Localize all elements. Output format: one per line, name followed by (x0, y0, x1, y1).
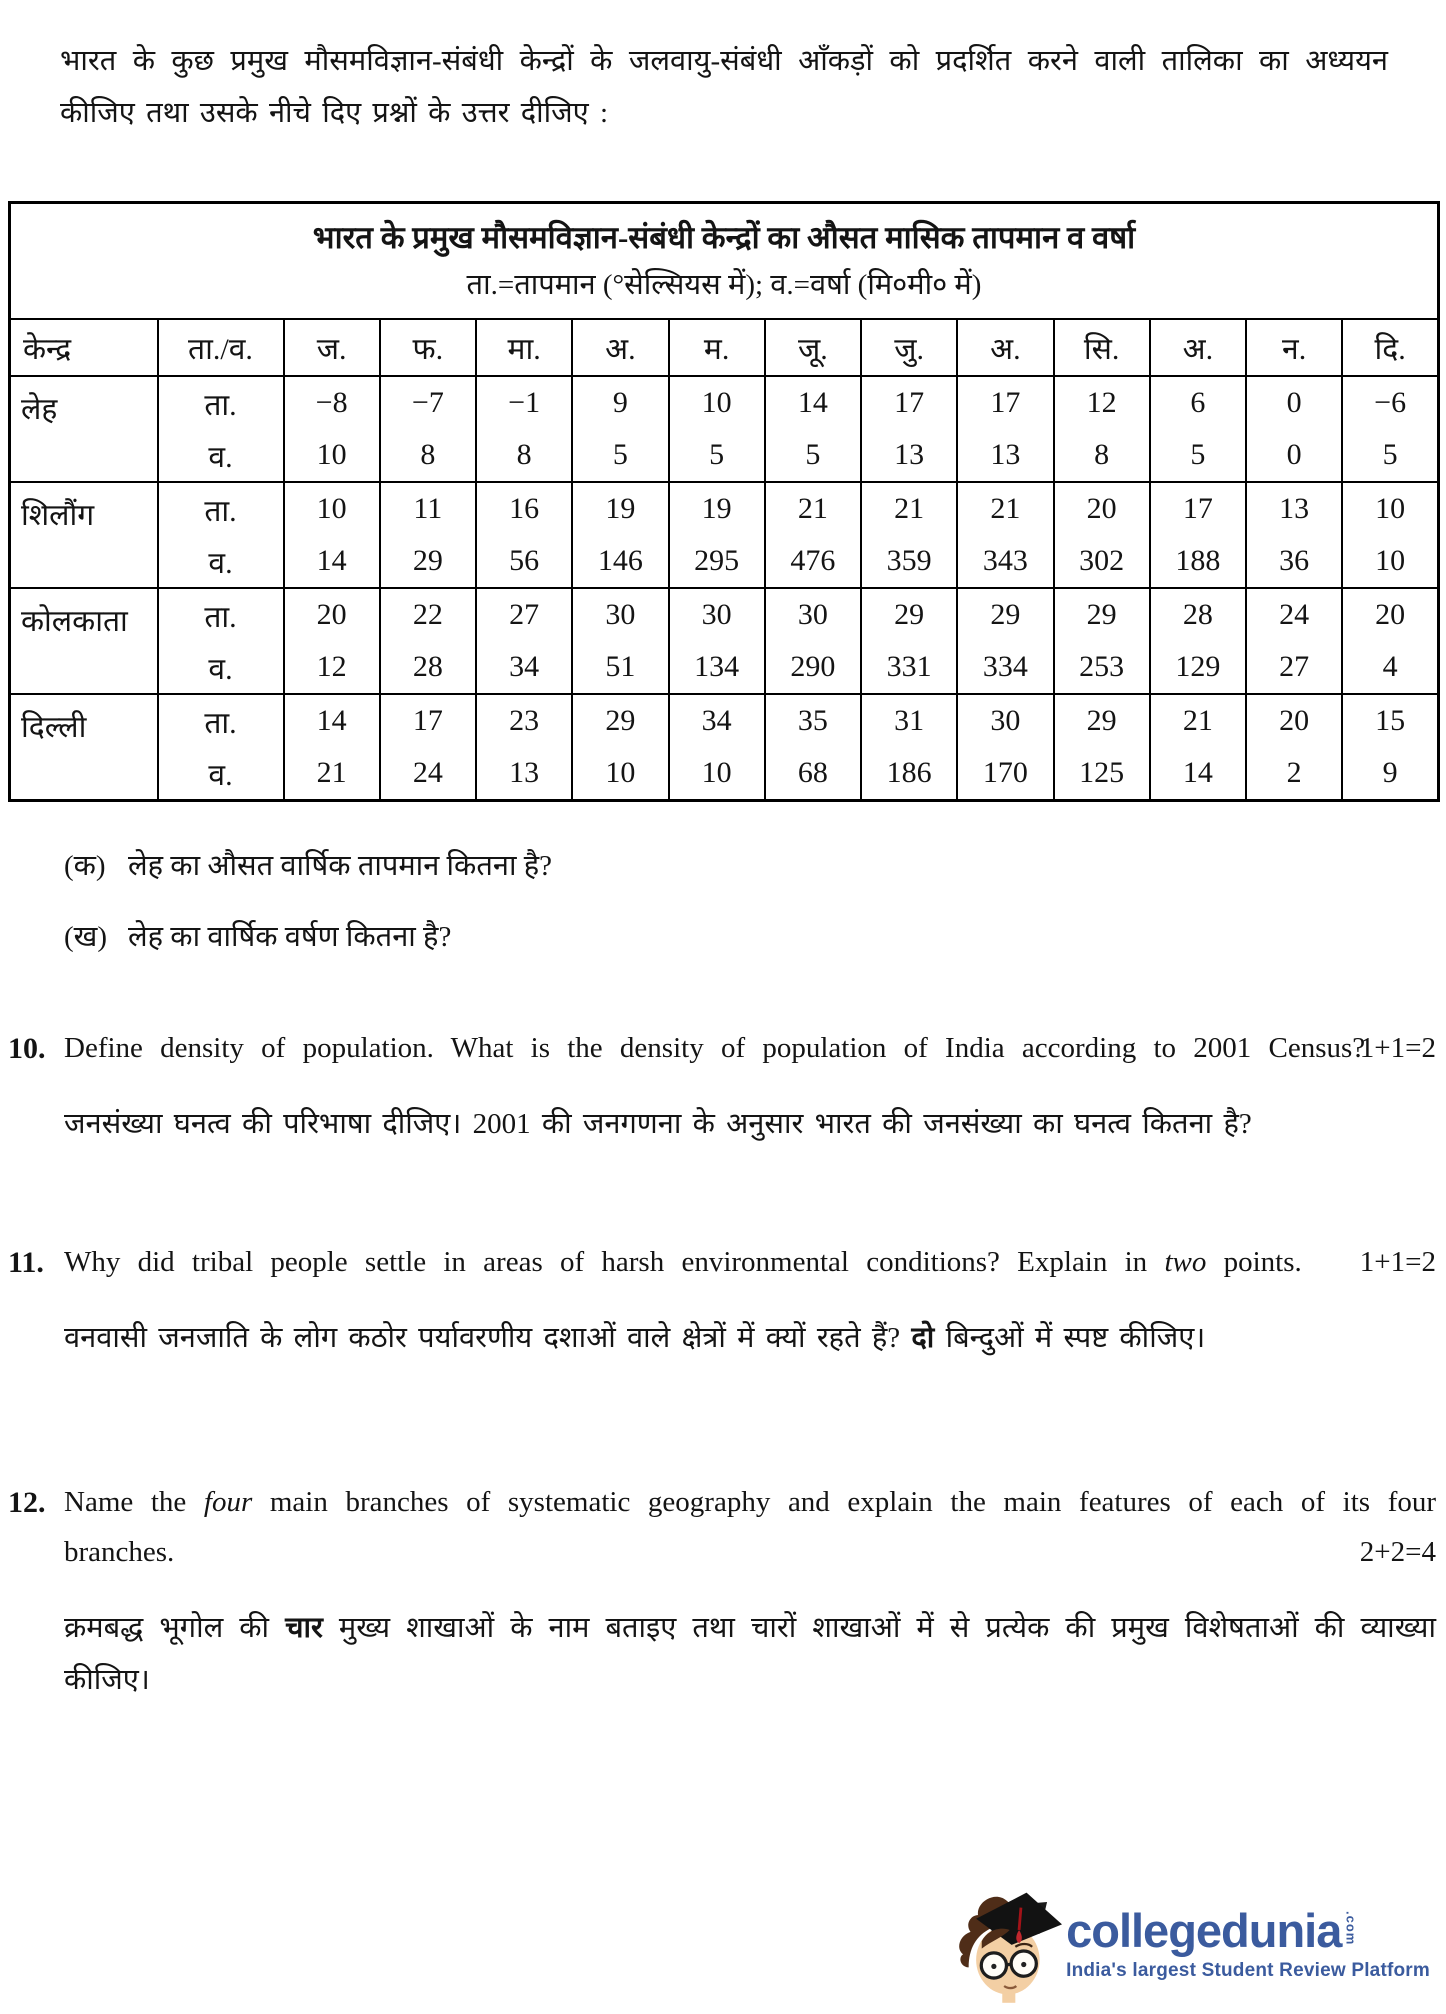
temp-cell: 28 (1150, 588, 1246, 641)
question-10-number: 10. (8, 1031, 46, 1065)
question-12-hindi (64, 1602, 1436, 1706)
station-temp-row (10, 376, 1439, 429)
rain-cell: 51 (572, 641, 668, 694)
temp-cell: 22 (380, 588, 476, 641)
table-title-row (10, 203, 1439, 320)
question-11-number: 11. (8, 1245, 44, 1279)
temp-cell: 20 (284, 588, 380, 641)
rain-cell: 9 (1342, 747, 1438, 800)
temp-label: ता. (158, 482, 284, 535)
rain-cell: 13 (861, 429, 957, 482)
temp-cell: 9 (572, 376, 668, 429)
rain-cell: 68 (765, 747, 861, 800)
rain-cell: 34 (476, 641, 572, 694)
temp-cell: 14 (765, 376, 861, 429)
station-rain-row (10, 429, 1439, 482)
temp-cell: −8 (284, 376, 380, 429)
temp-cell: 14 (284, 694, 380, 747)
question-11-hindi (64, 1312, 1436, 1364)
column-header: न. (1246, 319, 1342, 376)
temp-cell: 15 (1342, 694, 1438, 747)
temp-cell: 10 (1342, 482, 1438, 535)
sub-question-ka-marker: (क) (64, 849, 106, 882)
question-12-english-before: Name the (64, 1485, 204, 1518)
temp-cell: 20 (1246, 694, 1342, 747)
station-temp-row (10, 588, 1439, 641)
question-11-english-after: points. (1206, 1245, 1302, 1278)
rain-label: व. (158, 747, 284, 800)
temp-cell: 13 (1246, 482, 1342, 535)
question-12-hindi-before: क्रमबद्ध भूगोल की (64, 1611, 286, 1644)
rain-cell: 129 (1150, 641, 1246, 694)
rain-cell: 36 (1246, 535, 1342, 588)
temp-cell: 27 (476, 588, 572, 641)
collegedunia-domain-text: .com (1343, 1910, 1359, 1945)
rain-cell: 331 (861, 641, 957, 694)
question-11-hindi-before: वनवासी जनजाति के लोग कठोर पर्यावरणीय दशाओं वाले क्षेत्रों में क्यों रहते हैं? (64, 1321, 912, 1354)
table-subtitle: ता.=तापमान (°सेल्सियस में); व.=वर्षा (मि०मी० में) (466, 269, 982, 302)
column-header: अ. (1150, 319, 1246, 376)
rain-cell: 334 (957, 641, 1053, 694)
rain-cell: 8 (380, 429, 476, 482)
temp-cell: 35 (765, 694, 861, 747)
temp-cell: −1 (476, 376, 572, 429)
question-12-hindi-after: मुख्य शाखाओं के नाम बताइए तथा चारों शाखाओं में से प्रत्येक की प्रमुख विशेषताओं की व्याख्या कीजिए। (64, 1611, 1436, 1696)
rain-cell: 8 (1054, 429, 1150, 482)
column-header: जु. (861, 319, 957, 376)
temp-cell: −6 (1342, 376, 1438, 429)
temp-cell: 21 (765, 482, 861, 535)
column-header: ज. (284, 319, 380, 376)
rain-cell: 5 (669, 429, 765, 482)
column-header: जू. (765, 319, 861, 376)
question-12-english-italic: four (203, 1485, 253, 1518)
rain-cell: 290 (765, 641, 861, 694)
question-10-hindi: जनसंख्या घनत्व की परिभाषा दीजिए। 2001 की जनगणना के अनुसार भारत की जनसंख्या का घनत्व कितना है? (64, 1107, 1252, 1140)
station-name: कोलकाता (10, 588, 158, 694)
sub-question-ka (64, 844, 1446, 889)
question-12-number: 12. (8, 1485, 46, 1519)
sub-question-ka-text: लेह का औसत वार्षिक तापमान कितना है? (128, 849, 552, 882)
temp-cell: 30 (572, 588, 668, 641)
temp-cell: 30 (957, 694, 1053, 747)
collegedunia-logo (950, 1882, 1430, 2006)
temp-cell: 21 (957, 482, 1053, 535)
temp-cell: 20 (1342, 588, 1438, 641)
temp-cell: 10 (284, 482, 380, 535)
question-11-english-italic: two (1164, 1245, 1207, 1278)
column-header: सि. (1054, 319, 1150, 376)
temp-cell: 29 (1054, 588, 1150, 641)
temp-cell: 17 (957, 376, 1053, 429)
rain-cell: 24 (380, 747, 476, 800)
temp-cell: 29 (957, 588, 1053, 641)
sub-question-kha-marker: (ख) (64, 920, 108, 953)
temp-cell: −7 (380, 376, 476, 429)
temp-cell: 19 (572, 482, 668, 535)
question-12-english (64, 1478, 1436, 1578)
rain-cell: 56 (476, 535, 572, 588)
station-rain-row (10, 535, 1439, 588)
temp-cell: 31 (861, 694, 957, 747)
question-12-english-after: main branches of systematic geography and explain the main features of each of its four branches. (64, 1485, 1437, 1568)
temp-cell: 29 (861, 588, 957, 641)
rain-cell: 295 (669, 535, 765, 588)
temp-cell: 34 (669, 694, 765, 747)
temp-cell: 23 (476, 694, 572, 747)
column-header: ता./व. (158, 319, 284, 376)
rain-cell: 359 (861, 535, 957, 588)
question-10-marks: 1+1=2 (1359, 1031, 1436, 1064)
temp-cell: 30 (765, 588, 861, 641)
question-11-body (64, 1238, 1436, 1364)
temp-cell: 21 (861, 482, 957, 535)
temp-cell: 21 (1150, 694, 1246, 747)
rain-cell: 14 (1150, 747, 1246, 800)
question-11-english-before: Why did tribal people settle in areas of harsh environmental conditions? Explain in (64, 1245, 1165, 1278)
temp-cell: 16 (476, 482, 572, 535)
rain-label: व. (158, 535, 284, 588)
column-header: मा. (476, 319, 572, 376)
rain-cell: 253 (1054, 641, 1150, 694)
rain-cell: 29 (380, 535, 476, 588)
rain-cell: 186 (861, 747, 957, 800)
rain-cell: 14 (284, 535, 380, 588)
rain-cell: 21 (284, 747, 380, 800)
rain-cell: 134 (669, 641, 765, 694)
rain-label: व. (158, 641, 284, 694)
table-title-cell (10, 203, 1439, 320)
rain-cell: 170 (957, 747, 1053, 800)
question-12-hindi-bold: चार (285, 1611, 323, 1644)
question-12 (0, 1478, 1446, 1706)
rain-cell: 10 (572, 747, 668, 800)
rain-cell: 10 (1342, 535, 1438, 588)
rain-cell: 5 (765, 429, 861, 482)
collegedunia-brand-block (1066, 1903, 1430, 1982)
temp-cell: 20 (1054, 482, 1150, 535)
question-11-marks: 1+1=2 (1359, 1245, 1436, 1278)
rain-cell: 12 (284, 641, 380, 694)
temp-cell: 17 (1150, 482, 1246, 535)
climate-data-table (8, 201, 1440, 802)
rain-cell: 28 (380, 641, 476, 694)
temp-label: ता. (158, 588, 284, 641)
collegedunia-mascot-icon (950, 1882, 1062, 2006)
temp-cell: 24 (1246, 588, 1342, 641)
question-11-english (64, 1238, 1436, 1288)
temp-cell: 12 (1054, 376, 1150, 429)
temp-cell: 29 (572, 694, 668, 747)
rain-cell: 125 (1054, 747, 1150, 800)
rain-cell: 13 (476, 747, 572, 800)
column-header: फ. (380, 319, 476, 376)
rain-cell: 343 (957, 535, 1053, 588)
question-12-body (64, 1478, 1436, 1706)
rain-cell: 2 (1246, 747, 1342, 800)
question-11 (0, 1238, 1446, 1364)
rain-cell: 5 (1150, 429, 1246, 482)
intro-paragraph: भारत के कुछ प्रमुख मौसमविज्ञान-संबंधी केन्द्रों के जलवायु-संबंधी आँकड़ों को प्रदर्शित करने वाली तालिका का अध्ययन कीजिए तथा उसके नीचे दिए प्रश्नों के उत्तर दीजिए : (60, 45, 1388, 129)
temp-label: ता. (158, 376, 284, 429)
rain-cell: 302 (1054, 535, 1150, 588)
rain-cell: 10 (669, 747, 765, 800)
rain-cell: 8 (476, 429, 572, 482)
temp-cell: 30 (669, 588, 765, 641)
rain-cell: 188 (1150, 535, 1246, 588)
rain-cell: 27 (1246, 641, 1342, 694)
collegedunia-brand-row (1066, 1903, 1430, 1957)
temp-cell: 0 (1246, 376, 1342, 429)
column-header: केन्द्र (10, 319, 158, 376)
rain-cell: 5 (1342, 429, 1438, 482)
question-10-english (64, 1024, 1436, 1074)
station-rain-row (10, 641, 1439, 694)
question-11-hindi-bold: दो (911, 1321, 935, 1354)
rain-cell: 4 (1342, 641, 1438, 694)
rain-cell: 13 (957, 429, 1053, 482)
collegedunia-tagline: India's largest Student Review Platform (1066, 1959, 1430, 1981)
climate-table-header-row (10, 319, 1439, 376)
question-10 (0, 1024, 1446, 1150)
temp-cell: 6 (1150, 376, 1246, 429)
question-10-body (64, 1024, 1436, 1150)
rain-cell: 5 (572, 429, 668, 482)
climate-table-body (10, 376, 1439, 800)
sub-question-kha-text: लेह का वार्षिक वर्षण कितना है? (128, 920, 452, 953)
temp-cell: 17 (380, 694, 476, 747)
rain-cell: 476 (765, 535, 861, 588)
station-temp-row (10, 694, 1439, 747)
rain-cell: 146 (572, 535, 668, 588)
collegedunia-brand-text: collegedunia (1066, 1903, 1342, 1957)
question-12-marks: 2+2=4 (1359, 1535, 1436, 1568)
temp-cell: 19 (669, 482, 765, 535)
station-temp-row (10, 482, 1439, 535)
question-11-hindi-after: बिन्दुओं में स्पष्ट कीजिए। (934, 1321, 1206, 1354)
temp-cell: 10 (669, 376, 765, 429)
temp-cell: 29 (1054, 694, 1150, 747)
station-name: शिलौंग (10, 482, 158, 588)
column-header: म. (669, 319, 765, 376)
temp-cell: 17 (861, 376, 957, 429)
station-name: दिल्ली (10, 694, 158, 800)
sub-question-kha (64, 915, 1446, 960)
rain-label: व. (158, 429, 284, 482)
temp-label: ता. (158, 694, 284, 747)
question-10-english-text: Define density of population. What is the density of population of India according to 2001 Census? (64, 1031, 1366, 1064)
column-header: अ. (572, 319, 668, 376)
column-header: दि. (1342, 319, 1438, 376)
column-header: अ. (957, 319, 1053, 376)
rain-cell: 10 (284, 429, 380, 482)
station-rain-row (10, 747, 1439, 800)
rain-cell: 0 (1246, 429, 1342, 482)
station-name: लेह (10, 376, 158, 482)
table-title: भारत के प्रमुख मौसमविज्ञान-संबंधी केन्द्रों का औसत मासिक तापमान व वर्षा (312, 220, 1136, 256)
temp-cell: 11 (380, 482, 476, 535)
